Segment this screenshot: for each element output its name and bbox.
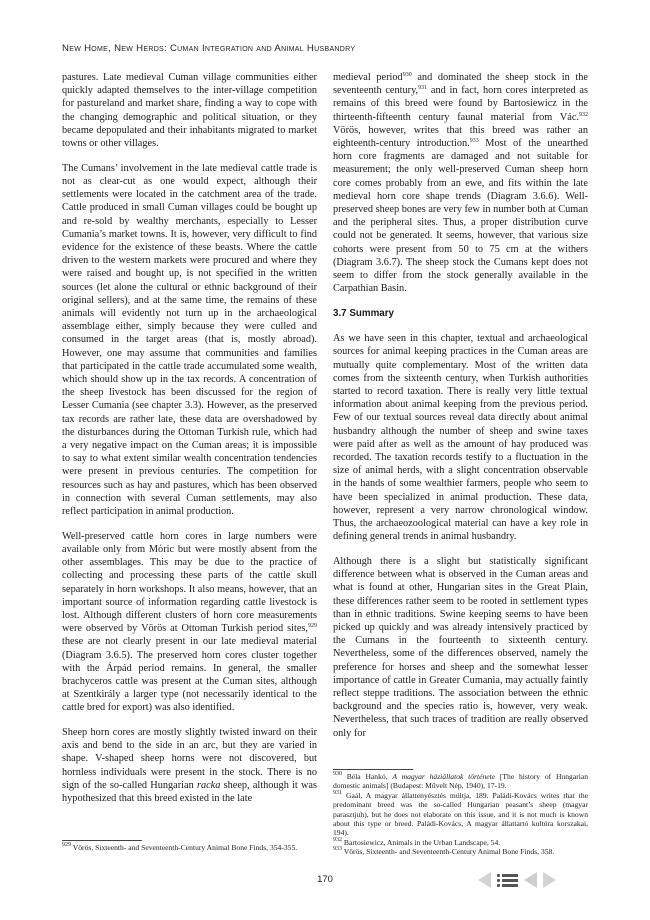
paragraph-text: Most of the unearthed horn core fragments are damaged and not suitable for measurement; the only well-preserved Cuman sheep horn core comes probably from an ewe, and fits within the late medieval horn core shape trends (Diagram 3.6.6). Well-preserved sheep bones are very few in number both at Cuman and the peripheral sites. Thus, a proper distribution curve could not be generated. It seems, however, that various size cohorts were present from 50 to 75 cm at the withers (Diagram 3.6.7). The sheep stock the Cumans kept does not seem to differ from the stock generally available in the Carpathian Basin. — [333, 138, 588, 295]
paragraph: Although there is a slight but statistically significant difference between what is observed in the Cuman areas and what is found at other, Hungarian sites in the Great Plain, these differences rather seem to be rooted in settlement types than in ethnic traditions. Swine keeping seems to have been picked up quickly and was already intensively practiced by the Cumans in the fourteenth to sixteenth century. Nevertheless, some of the differences observed, namely the preference for horses and sheep and the somewhat lesser importance of cattle in Greater Cumania, may actually faintly reflect steppe traditions. The association between the ethnic background and the species ratio is, however, very weak. Nevertheless, that such traces of tradition are really observed only for — [333, 555, 588, 739]
paragraph-text: these are not clearly present in our late medieval material (Diagram 3.6.5). The preserved horn cores cluster together with the Árpád period remains. In general, the smaller brachyceros cattle was present at the Cuman sites, although at Szentkirály a larger type (not necessarily identical to the cattle bred for export) was also identified. — [62, 636, 317, 714]
paragraph-text: and dominated the sheep stock in the seventeenth century, — [333, 72, 588, 97]
paragraph — [333, 71, 588, 295]
running-title: New Home, New Herds: Cuman Integration and Animal Husbandry — [62, 43, 356, 54]
right-column — [333, 71, 588, 751]
footnotes-right — [333, 769, 588, 857]
footnote-number: 931 — [333, 789, 342, 796]
footnote — [333, 791, 588, 838]
paragraph-text: Vörös, however, writes that this breed was rather an eighteenth-century introduction. — [333, 124, 588, 150]
left-column — [62, 71, 317, 817]
paragraph-text: Well-preserved cattle horn cores in large numbers were available only from Mόric but were mostly absent from the other assemblages. This may be due to the practice of collecting and processing these parts of the cattle skull separately in horn workshops. It also means, however, that an important source of information regarding cattle livestock is lost. Although different clusters of horn core measurements were observed by Vörös at Ottoman Turkish period sites, — [62, 530, 317, 635]
paragraph: The Cumans’ involvement in the late medieval cattle trade is not as clear-cut as one would expect, although their settlements were located in the catchment area of the trade. Cattle produced in small Cuman villages could be bought up and re-sold by wealthy merchants, especially to Lesser Cumania’s market towns. It is, however, very difficult to find evidence for the existence of these beasts. Where the cattle driven to the western markets were procured and where they were raised and bought up, is not specified in the written sources (let alone the cultural or ethnic background of their original sellers), and at the same time, the remains of these animals will evidently not turn up in the archaeological assemblage either, simply because they were culled and consumed in the target areas (that is, mostly abroad). However, one may assume that communities and families that participated in the cattle trade accumulated some wealth, which should show up in the tax records. A concentration of the sheep livestock has been discussed for the region of Lesser Cumania (see chapter 3.3). However, as the preserved tax records are rather late, these data are overshadowed by the disturbances during the Ottoman Turkish rule, which had a very negative impact on the Cuman areas; it is impossible to say to what extent similar wealth concentration tendencies were present in previous centuries. The competition for resources such as hay and pastures, which has been observed in connection with several Cuman settlements, may also reflect participation in animal production. — [62, 162, 317, 517]
footnote-ref[interactable]: 933 — [469, 138, 479, 145]
footnote-ref[interactable]: 931 — [418, 85, 428, 92]
paragraph: pastures. Late medieval Cuman village communities either quickly adapted themselves to the inter-village competition for pastureland and market share, finding a way to cope with the changing demographic and political situation, or they became depopulated and their inhabitants migrated to market towns or other villages. — [62, 72, 317, 150]
footnote-number: 929 — [62, 842, 71, 848]
footnote-text: Vörös, Sixteenth- and Seventeenth-Century Animal Bone Finds, 358. — [342, 847, 555, 857]
footnote-ref[interactable]: 929 — [308, 623, 317, 630]
paragraph — [62, 530, 317, 715]
footnote-ref[interactable]: 932 — [579, 111, 588, 118]
footnotes-left — [62, 840, 317, 852]
footnote-divider — [62, 840, 142, 841]
footnote — [333, 772, 588, 791]
footnote-divider — [333, 769, 413, 770]
footnote-number: 930 — [333, 771, 342, 777]
previous-page-button[interactable] — [524, 872, 537, 888]
footnote-text: Gaál, A magyar állattenyésztés múltja, 189. Paládi-Kovács writes that the predominant breed was the so-called Hungarian peasant’s sheep (magyar parasztjuh), but he does not elaborate on this issue, and it is not much is known about this type or breed. Paládi-Kovács, A magyar állattartó kultúra korszakai, 194). — [333, 790, 588, 838]
footnote-text: Vörös, Sixteenth- and Seventeenth-Century Animal Bone Finds, 354-355. — [71, 843, 298, 852]
paragraph: As we have seen in this chapter, textual and archaeological sources for animal keeping practices in the Cuman areas are mutually quite complementary. Most of the written data comes from the sixteenth century, when Turkish authorities started to record taxation. There is really very little textual information about animal keeping from the previous period. Few of our textual sources reveal data directly about animal husbandry although the number of sheep and swine taxes were paid after as well as the amount of hay produced was recorded. The taxation records testify to a fluctuation in the size of animal herds, with a slight concentration observable in the hands of some wealthier farmers, people who seem to have been specialized in animal production. These data, however, represent a very narrow chronological window. Thus, the archaeozoological material can have a key role in defining general trends in animal husbandry. — [333, 333, 588, 543]
first-page-icon — [478, 872, 491, 888]
page-number: 170 — [317, 874, 333, 885]
page-navigation — [478, 872, 556, 888]
italic-term: racka — [196, 779, 221, 791]
footnote-text: Béla Hankó, — [342, 772, 393, 781]
paragraph — [62, 726, 317, 805]
paragraph-text: medieval period — [333, 72, 403, 83]
first-page-button[interactable] — [478, 872, 491, 888]
footnote-text: Bartosiewicz, Animals in the Urban Landscape, 54. — [342, 837, 501, 847]
footnote-number: 933 — [333, 846, 342, 853]
table-of-contents-icon — [497, 874, 518, 887]
footnote-ref[interactable]: 930 — [402, 72, 412, 78]
running-header — [62, 43, 355, 54]
next-page-button[interactable] — [543, 872, 556, 888]
table-of-contents-button[interactable] — [497, 874, 518, 887]
footnote-number: 932 — [333, 836, 342, 843]
next-page-icon — [543, 872, 556, 888]
paragraph-text: and in fact, horn cores interpreted as remains of this breed were found by Bartosiewicz in the thirteenth-fifteenth century faunal material from Vác. — [333, 85, 588, 123]
footnote-italic-title: A magyar háziállatok története — [392, 772, 496, 781]
paragraph-text: Sheep horn cores are mostly slightly twisted inward on their axis and bend to the side in an arc, but they are varied in shape. V-shaped sheep horns were not discovered, but hornless individuals were present in the stock. There is no sign of the so-called Hungarian — [62, 727, 317, 791]
footnote-text: [The history of Hungarian domestic animals] (Budapest: Művelt Nép, 1940), 17-19. — [333, 772, 588, 791]
section-heading: 3.7 Summary — [333, 307, 394, 319]
footnote — [333, 838, 588, 847]
footnote — [62, 843, 317, 852]
paragraph-text: sheep, although it was hypothesized that this breed existed in the late — [62, 779, 317, 805]
footnote — [333, 847, 588, 856]
previous-page-icon — [524, 872, 537, 888]
